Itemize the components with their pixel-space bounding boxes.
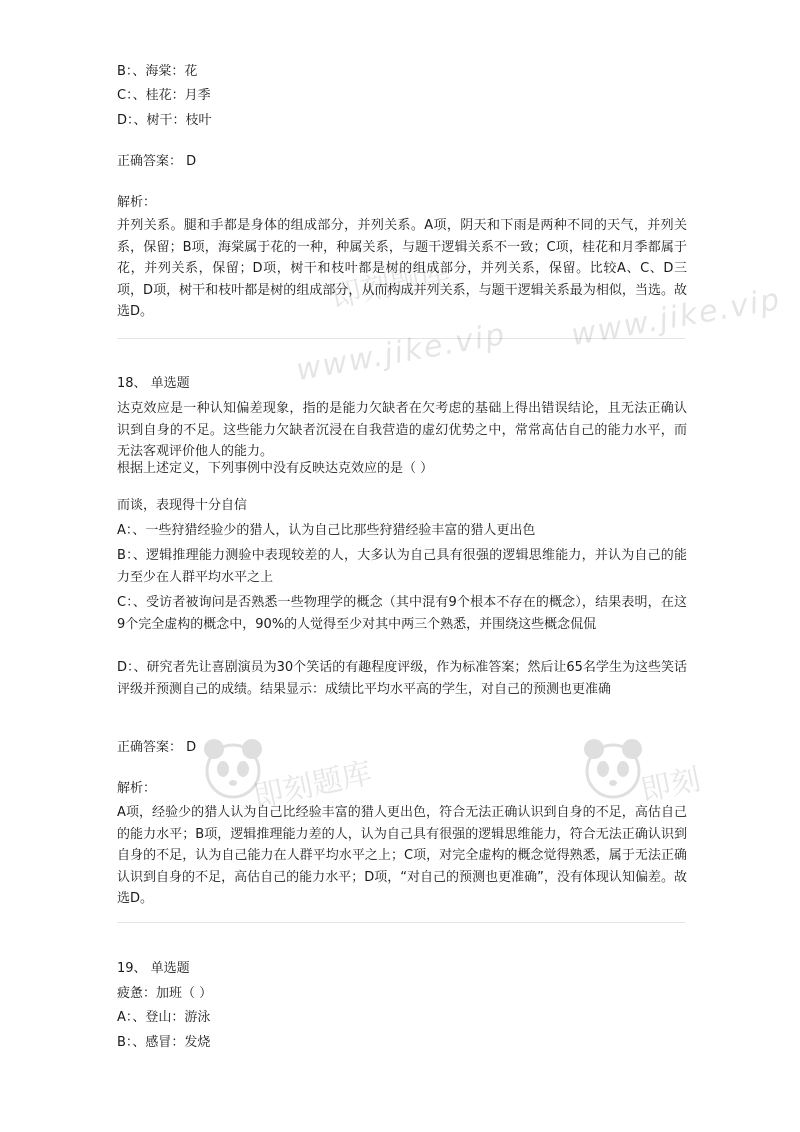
divider bbox=[117, 922, 685, 923]
q18-option-c: C：、受访者被询问是否熟悉一些物理学的概念（其中混有9个根本不存在的概念），结果表明，在这9个完全虚构的概念中，90%的人觉得至少对其中两三个熟悉，并围绕这些概念侃侃 bbox=[117, 595, 687, 632]
q18-option-d: D：、研究者先让喜剧演员为30个笑话的有趣程度评级，作为标准答案；然后让65名学生为这些笑话评级并预测自己的成绩。结果显示：成绩比平均水平高的学生，对自己的预测也更准确 bbox=[117, 660, 687, 697]
watermark-url: www.jike.vip bbox=[293, 316, 509, 389]
q19-stem: 疲惫：加班（ ） bbox=[117, 986, 213, 1001]
q18-analysis: A项，经验少的猎人认为自己比经验丰富的猎人更出色，符合无法正确认识到自身的不足，高估自己的能力水平；B项，逻辑推理能力差的人，认为自己具有很强的逻辑思维能力，符合无法正确认识到自身的不足，认为自己能力在人群平均水平之上；C项，对完全虚构的概念觉得熟悉，属于无法正确认识到自身的不足，高估自己的能力水平；D项，“对自己的预测也更准确”，没有体现认知偏差。故选D。 bbox=[117, 805, 687, 906]
watermark-brand: 即刻题库 bbox=[328, 255, 454, 316]
q17-analysis: 并列关系。腿和手都是身体的组成部分，并列关系。A项，阴天和下雨是两种不同的天气，并列关系，保留；B项，海棠属于花的一种，种属关系，与题干逻辑关系不一致；C项，桂花和月季都属于花，并列关系，保留；D项，树干和枝叶都是树的组成部分，并列关系，保留。比较A、C、D三项，D项，树干和枝叶都是树的组成部分，从而构成并列关系，与题干逻辑关系最为相似，当选。故选D。 bbox=[117, 218, 687, 319]
q18-option-b: B：、逻辑推理能力测验中表现较差的人，大多认为自己具有很强的逻辑思维能力，并认为自己的能力至少在人群平均水平之上 bbox=[117, 548, 687, 585]
q19-header: 19、 单选题 bbox=[117, 961, 190, 976]
q17-option-d: D：、树干：枝叶 bbox=[117, 113, 212, 128]
q18-header: 18、 单选题 bbox=[117, 376, 190, 391]
q17-option-c: C：、桂花：月季 bbox=[117, 88, 211, 103]
watermark-brand: 即刻题库 bbox=[250, 755, 376, 816]
q18-stem-fragment: 而谈，表现得十分自信 bbox=[117, 498, 248, 513]
q17-option-b: B：、海棠：花 bbox=[117, 64, 198, 79]
watermark-brand-short: 即刻 bbox=[637, 762, 704, 809]
q18-analysis-label: 解析： bbox=[117, 781, 157, 796]
q18-answer: 正确答案： D bbox=[117, 740, 197, 755]
divider bbox=[117, 338, 685, 339]
q17-answer: 正确答案： D bbox=[117, 154, 197, 169]
q19-option-a: A：、登山：游泳 bbox=[117, 1010, 211, 1025]
watermark-url: www.jike.vip bbox=[568, 281, 784, 354]
q18-stem-definition: 达克效应是一种认知偏差现象，指的是能力欠缺者在欠考虑的基础上得出错误结论，且无法正确认识到自身的不足。这些能力欠缺者沉浸在自我营造的虚幻优势之中，常常高估自己的能力水平，而无法客观评价他人的能力。 bbox=[117, 401, 687, 459]
q19-option-b: B：、感冒：发烧 bbox=[117, 1035, 211, 1050]
q18-option-a: A：、一些狩猎经验少的猎人，认为自己比那些狩猎经验丰富的猎人更出色 bbox=[117, 523, 536, 538]
q18-stem-question: 根据上述定义，下列事例中没有反映达克效应的是（ ） bbox=[117, 461, 434, 476]
q17-analysis-label: 解析： bbox=[117, 195, 157, 210]
